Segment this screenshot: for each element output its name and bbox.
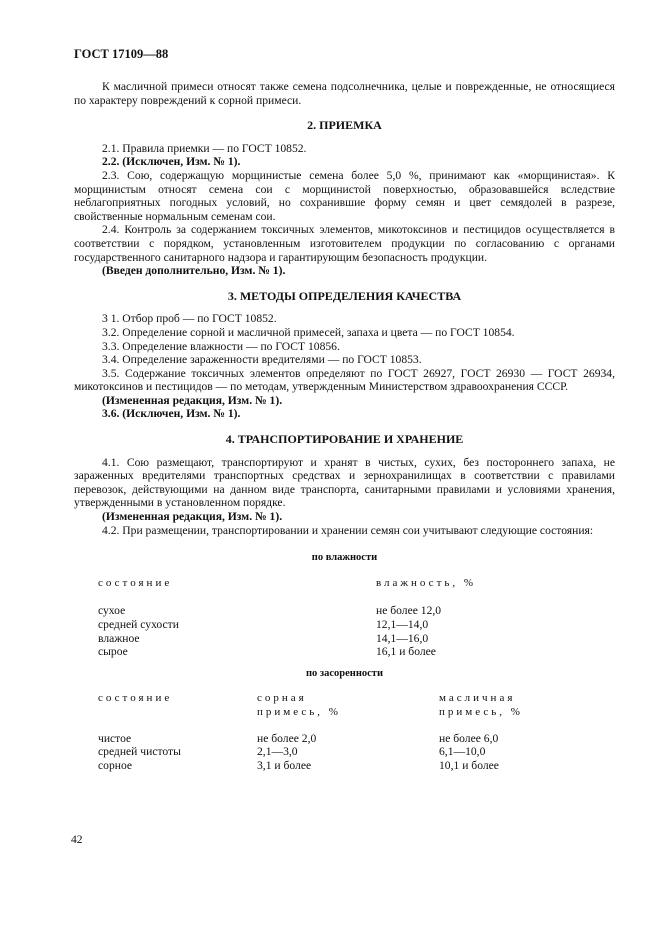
para-2-2: 2.2. (Исключен, Изм. № 1). (102, 155, 241, 169)
para-2-3: 2.3. Сою, содержащую морщинистые семена более 5,0 %, принимают как «морщинистая». К морщинистым относят семена сои с морщинистой поверхностью, образовавшейся вследствие неблагоприятных погодных условий, но сохранившие форму семян и цвет семядолей в разрезе, свойственные нормальным семенам сои. (74, 168, 615, 223)
table-row (74, 732, 615, 746)
table-2-cell: чистое (98, 731, 132, 745)
table-row (74, 604, 615, 618)
table-2-cell: 2,1—3,0 (257, 745, 298, 759)
table-2-col-weed-a: сорная (257, 692, 307, 705)
table-2-cell: не более 6,0 (439, 731, 499, 745)
table-2-cell: 3,1 и более (257, 758, 312, 772)
table-2-col-weed-b: примесь, % (257, 705, 341, 718)
table-row (74, 745, 615, 759)
table-1-cell: 16,1 и более (376, 645, 436, 659)
table-1-cell: не более 12,0 (376, 604, 442, 618)
para-2-4-note: (Введен дополнительно, Изм. № 1). (102, 264, 286, 278)
table-2-header-line-1 (74, 692, 615, 706)
table-1-cell: средней сухости (98, 618, 179, 631)
intro-paragraph: К масличной примеси относят также семена подсолнечника, целые и поврежденные, не относящиеся по характеру повреждений к сорной примеси. (74, 80, 615, 107)
table-1-caption: по влажности (311, 552, 378, 564)
para-3-3: 3.3. Определение влажности — по ГОСТ 10856. (102, 339, 340, 353)
section-2-title: 2. ПРИЕМКА (307, 118, 382, 133)
section-3-title: 3. МЕТОДЫ ОПРЕДЕЛЕНИЯ КАЧЕСТВА (227, 288, 462, 303)
table-2-cell: сорное (98, 758, 133, 772)
table-2-col-oil-b: примесь, % (439, 705, 523, 718)
para-3-2: 3.2. Определение сорной и масличной примесей, запаха и цвета — по ГОСТ 10854. (102, 325, 515, 339)
document-body (74, 80, 615, 772)
para-3-4: 3.4. Определение зараженности вредителями — по ГОСТ 10853. (102, 353, 422, 367)
para-3-5: 3.5. Содержание токсичных элементов определяют по ГОСТ 26927, ГОСТ 26930 — ГОСТ 26934, микотоксинов и пестицидов — по методам, утвержденным Министерством здравоохранения СССР. (74, 366, 615, 394)
table-1-col-humidity: влажность, % (376, 576, 477, 589)
table-1-cell: сухое (98, 604, 126, 618)
table-2-cell: средней чистоты (98, 745, 181, 759)
para-4-1: 4.1. Сою размещают, транспортируют и хранят в чистых, сухих, без постороннего запаха, не зараженных вредителями транспортных средствах и зернохранилищах в соответствии с правилами перевозок, действующими на данном виде транспорта, санитарными правилами и условиями хранения, утвержденными в установленном порядке. (74, 455, 615, 510)
para-2-1: 2.1. Правила приемки — по ГОСТ 10852. (102, 141, 307, 155)
table-2-cell: не более 2,0 (257, 731, 317, 745)
table-row (74, 645, 615, 659)
page-header: ГОСТ 17109—88 (74, 47, 169, 61)
table-1-cell: сырое (98, 645, 128, 659)
para-4-2: 4.2. При размещении, транспортировании и хранении семян сои учитывают следующие состояния: (102, 523, 594, 537)
para-3-6: 3.6. (Исключен, Изм. № 1). (102, 407, 241, 421)
table-2-caption: по засоренности (305, 667, 384, 679)
section-4-title: 4. ТРАНСПОРТИРОВАНИЕ И ХРАНЕНИЕ (225, 432, 464, 447)
table-1-col-state: состояние (98, 576, 173, 589)
table-row (74, 759, 615, 773)
para-3-1: 3 1. Отбор проб — по ГОСТ 10852. (102, 312, 277, 326)
table-row (74, 632, 615, 646)
table-2-col-state: состояние (98, 692, 173, 705)
table-2-col-oil-a: масличная (439, 692, 516, 705)
table-1-header (74, 577, 615, 591)
table-2-header-line-2 (74, 706, 615, 720)
table-2-cell: 10,1 и более (439, 758, 499, 772)
para-4-1-note: (Измененная редакция, Изм. № 1). (102, 510, 283, 524)
para-2-4: 2.4. Контроль за содержанием токсичных элементов, микотоксинов и пестицидов осуществляется в соответствии с порядком, установленным изготовителем продукции по согласованию с органами государственного санитарного надзора и гарантирующим безопасность продукции. (74, 223, 615, 264)
page-number: 42 (71, 833, 83, 846)
table-1-cell: 12,1—14,0 (376, 618, 429, 631)
table-1-cell: влажное (98, 631, 140, 645)
para-3-5-note: (Измененная редакция, Изм. № 1). (102, 393, 283, 407)
table-row (74, 618, 615, 632)
table-2-cell: 6,1—10,0 (439, 745, 486, 759)
table-1-cell: 14,1—16,0 (376, 631, 429, 645)
